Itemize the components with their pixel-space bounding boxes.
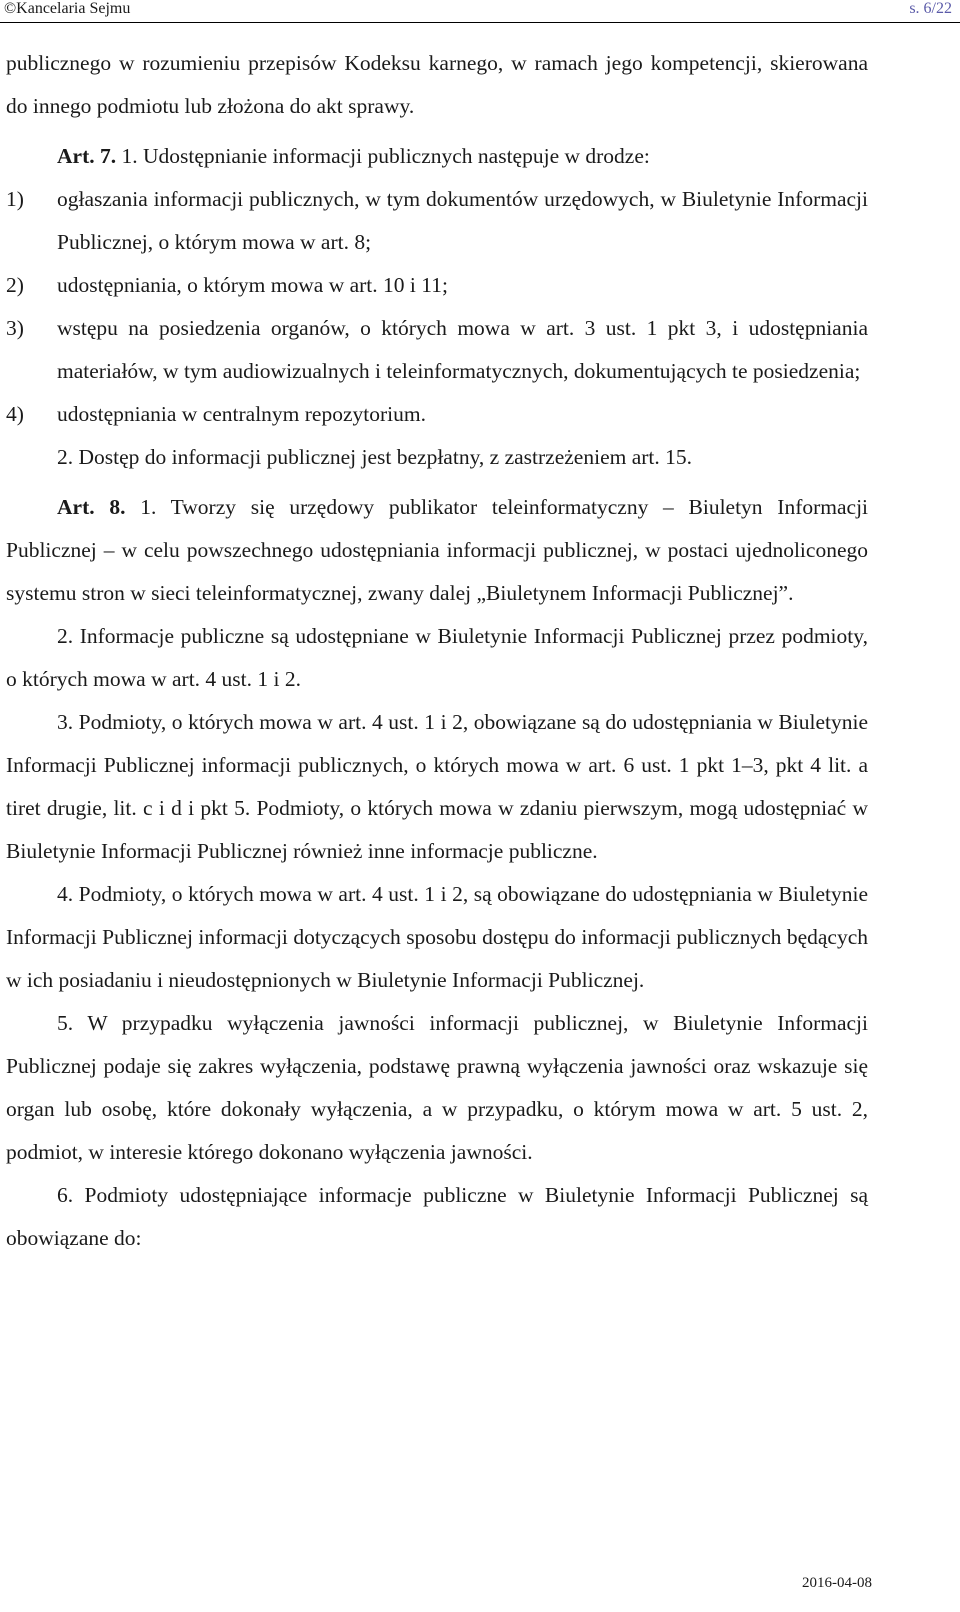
art8-ust6: 6. Podmioty udostępniające informacje publiczne w Biuletynie Informacji Publicznej są obowiązane do: <box>6 1183 868 1250</box>
page-number: s. 6/22 <box>909 0 952 17</box>
intro-paragraph: publicznego w rozumieniu przepisów Kodeksu karnego, w ramach jego kompetencji, skierowana do innego podmiotu lub złożona do akt sprawy. <box>6 51 868 118</box>
list-item <box>6 307 868 393</box>
list-item <box>6 178 868 264</box>
list-item-number: 3) <box>6 316 24 340</box>
copyright-label: ©Kancelaria Sejmu <box>4 0 131 17</box>
art8-ust3: 3. Podmioty, o których mowa w art. 4 ust. 1 i 2, obowiązane są do udostępniania w Biuletynie Informacji Publicznej informacji publicznych, o których mowa w art. 6 ust. 1 pkt 1–3, pkt 4 lit. a tiret drugie, lit. c i d i pkt 5. Podmioty, o których mowa w zdaniu pierwszym, mogą udostępniać w Biuletynie Informacji Publicznej również inne informacje publiczne. <box>6 710 868 863</box>
footer-date: 2016-04-08 <box>802 1575 872 1591</box>
list-item-text: ogłaszania informacji publicznych, w tym dokumentów urzędowych, w Biuletynie Informacji Publicznej, o którym mowa w art. 8; <box>57 187 868 254</box>
art8-ust5: 5. W przypadku wyłączenia jawności informacji publicznej, w Biuletynie Informacji Publicznej podaje się zakres wyłączenia, podstawę prawną wyłączenia jawności oraz wskazuje się organ lub osobę, które dokonały wyłączenia, a w przypadku, o którym mowa w art. 5 ust. 2, podmiot, w interesie którego dokonano wyłączenia jawności. <box>6 1011 868 1164</box>
art7-heading: Art. 7. <box>57 144 117 168</box>
art7-ust1 <box>6 135 868 178</box>
art8-heading: Art. 8. <box>57 495 126 519</box>
art8-ust1-text: 1. Tworzy się urzędowy publikator teleinformatyczny – Biuletyn Informacji Publicznej – w celu powszechnego udostępniania informacji publicznej, w postaci ujednoliconego systemu stron w sieci teleinformatycznej, zwany dalej „Biuletynem Informacji Publicznej”. <box>6 495 869 605</box>
art7-ust1-text: 1. Udostępnianie informacji publicznych następuje w drodze: <box>121 144 650 168</box>
list-item-text: udostępniania w centralnym repozytorium. <box>57 402 426 426</box>
list-item-text: wstępu na posiedzenia organów, o których mowa w art. 3 ust. 1 pkt 3, i udostępniania materiałów, w tym audiowizualnych i teleinformatycznych, dokumentujących te posiedzenia; <box>57 316 868 383</box>
document-body <box>6 42 868 1260</box>
list-item <box>6 393 868 436</box>
art8-ust1 <box>6 486 868 615</box>
art7-ust2: 2. Dostęp do informacji publicznej jest bezpłatny, z zastrzeżeniem art. 15. <box>57 445 693 469</box>
art8-ust4: 4. Podmioty, o których mowa w art. 4 ust. 1 i 2, są obowiązane do udostępniania w Biuletynie Informacji Publicznej informacji dotyczących sposobu dostępu do informacji publicznych będących w ich posiadaniu i nieudostępnionych w Biuletynie Informacji Publicznej. <box>6 882 868 992</box>
list-item-number: 1) <box>6 187 24 211</box>
page-header <box>0 0 960 23</box>
art8-ust2: 2. Informacje publiczne są udostępniane w Biuletynie Informacji Publicznej przez podmioty, o których mowa w art. 4 ust. 1 i 2. <box>6 624 868 691</box>
list-item-text: udostępniania, o którym mowa w art. 10 i 11; <box>57 273 448 297</box>
list-item-number: 4) <box>6 402 24 426</box>
list-item-number: 2) <box>6 273 24 297</box>
list-item <box>6 264 868 307</box>
